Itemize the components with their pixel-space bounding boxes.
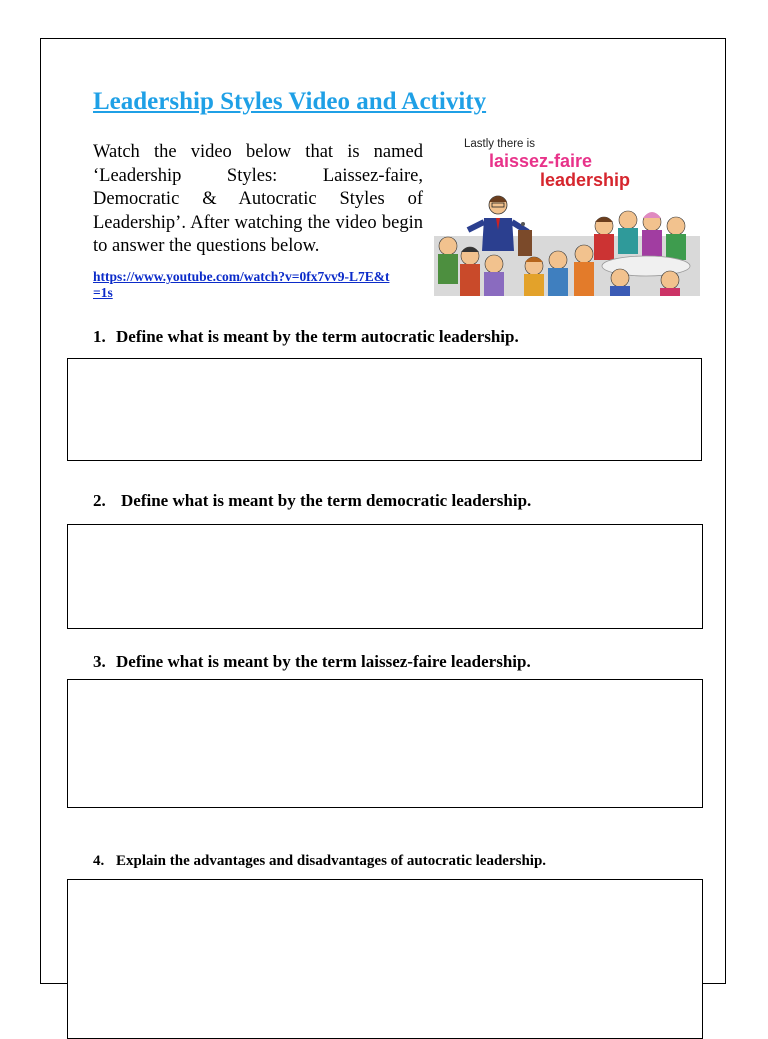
illustration-caption-line1: Lastly there is <box>464 138 535 150</box>
question-1-text: Define what is meant by the term autocratic leadership. <box>116 327 519 346</box>
question-4-number: 4. <box>93 853 105 869</box>
answer-box-3[interactable] <box>67 679 703 808</box>
question-2 <box>93 491 531 511</box>
worksheet-title: Leadership Styles Video and Activity <box>93 88 487 115</box>
illustration-caption-line2: laissez-faire <box>489 151 593 171</box>
question-3 <box>93 652 531 672</box>
question-3-text: Define what is meant by the term laissez-faire leadership. <box>116 652 531 671</box>
question-3-number: 3. <box>93 652 106 671</box>
answer-box-1[interactable] <box>67 358 702 461</box>
laissez-faire-leadership-illustration <box>434 126 700 296</box>
intro-paragraph: Watch the video below that is named ‘Leadership Styles: Laissez-faire, Democratic & Autocratic Styles of Leadership’. After watching the video begin to answer the questions below. <box>93 142 423 256</box>
question-2-text: Define what is meant by the term democratic leadership. <box>121 491 532 510</box>
question-1 <box>93 327 519 347</box>
illustration-caption-line3: leadership <box>540 170 631 190</box>
question-4-text: Explain the advantages and disadvantages of autocratic leadership. <box>116 853 547 869</box>
question-4 <box>93 853 546 870</box>
question-1-number: 1. <box>93 327 106 346</box>
answer-box-4[interactable] <box>67 879 703 1039</box>
youtube-video-link[interactable]: https://www.youtube.com/watch?v=0fx7vv9-L7E&t=1s <box>93 269 390 300</box>
answer-box-2[interactable] <box>67 524 703 629</box>
question-2-number: 2. <box>93 491 106 510</box>
